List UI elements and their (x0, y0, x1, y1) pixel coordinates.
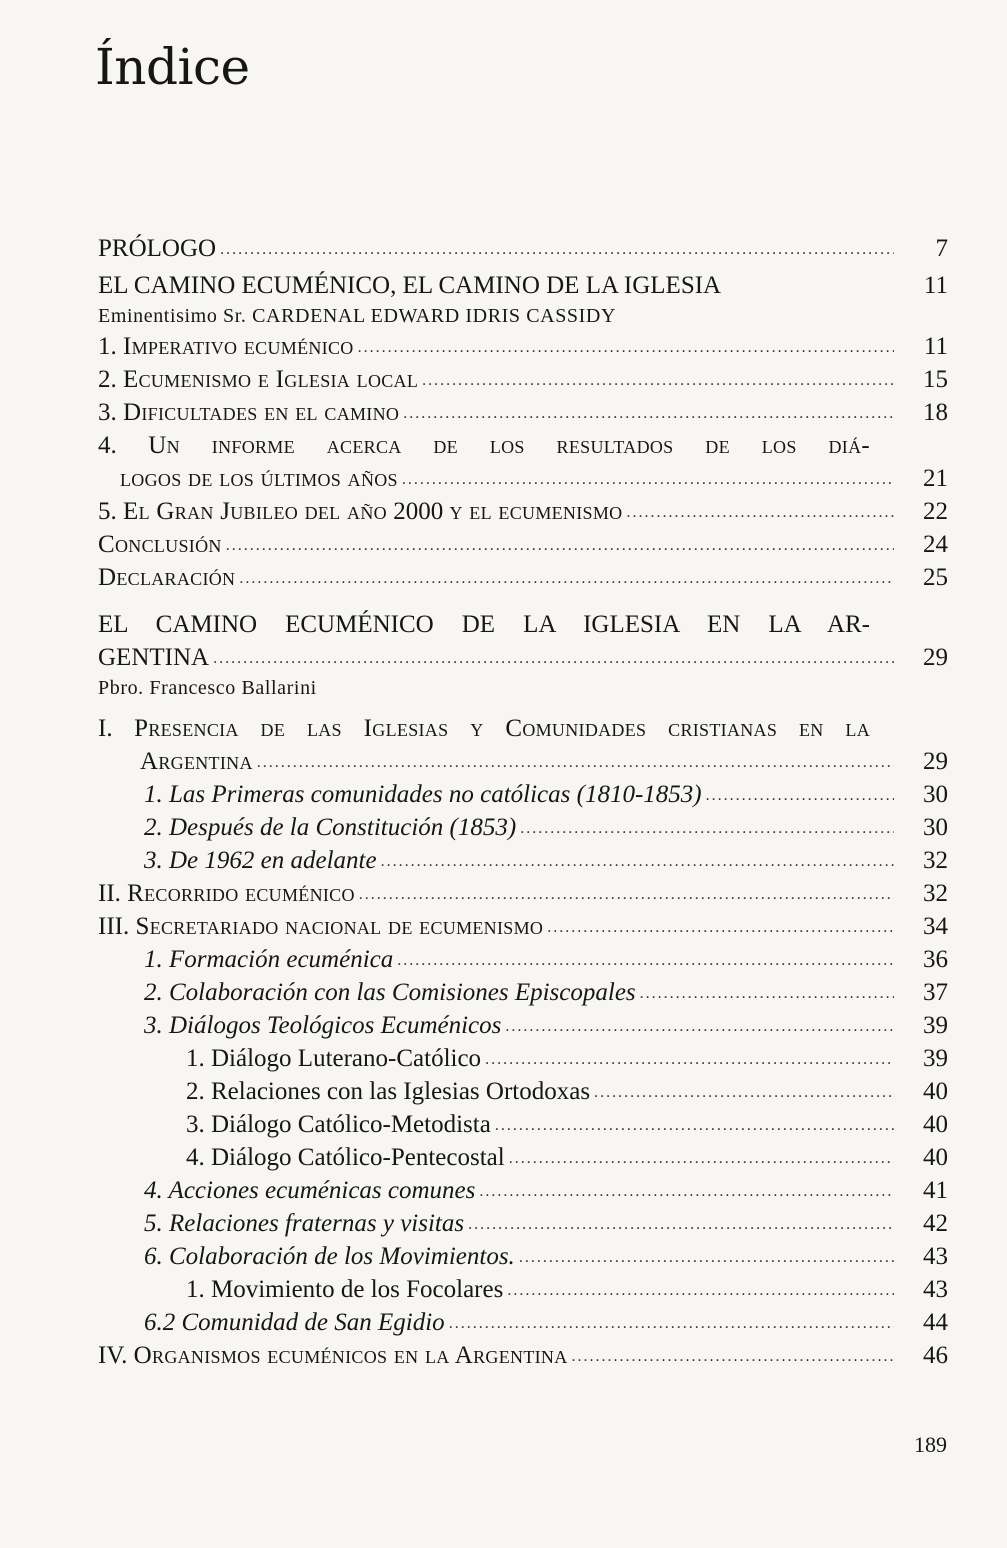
table-of-contents (98, 232, 948, 1372)
toc-subentry[interactable] (98, 976, 948, 1009)
toc-entry[interactable] (98, 495, 948, 528)
toc-label: Conclusión (98, 531, 222, 558)
toc-label: Recorrido ecuménico (127, 880, 355, 907)
toc-label: 6.2 Comunidad de San Egidio (144, 1309, 445, 1336)
toc-subsubentry[interactable] (98, 1141, 948, 1174)
toc-number: 3. (98, 399, 117, 426)
toc-label: Argentina (140, 748, 253, 775)
dot-leader (449, 1307, 894, 1340)
toc-entry[interactable] (98, 396, 948, 429)
toc-page-number: 25 (923, 564, 948, 591)
toc-label: 1. Formación ecuménica (144, 946, 394, 973)
toc-subentry[interactable] (98, 778, 948, 811)
toc-subentry[interactable] (98, 1174, 948, 1207)
dot-leader (402, 463, 894, 496)
toc-label: 1. Diálogo Luterano-Católico (186, 1045, 482, 1072)
toc-page-number: 32 (923, 847, 948, 874)
toc-page-number: 39 (923, 1045, 948, 1072)
toc-label: Declaración (98, 564, 236, 591)
toc-page-number: 32 (923, 880, 948, 907)
toc-page-number: 18 (923, 399, 948, 426)
toc-page-number: 15 (923, 366, 948, 393)
toc-page-number: 24 (923, 531, 948, 558)
toc-label: 5. Relaciones fraternas y visitas (144, 1210, 465, 1237)
toc-entry-part-2[interactable] (98, 608, 870, 641)
toc-label: Secretariado nacional de ecumenismo (135, 913, 544, 940)
toc-entry[interactable] (98, 330, 948, 363)
toc-label: Presencia de las Iglesias y Comunidades cristianas en la (134, 715, 871, 742)
dot-leader (640, 977, 894, 1010)
toc-page-number: 40 (923, 1144, 948, 1171)
toc-subentry[interactable] (98, 811, 948, 844)
toc-page-number: 11 (923, 272, 948, 299)
dot-leader (505, 1010, 894, 1043)
dot-leader (495, 1109, 894, 1142)
toc-number: III. (98, 913, 130, 940)
dot-leader (468, 1208, 894, 1241)
toc-label: 2. Colaboración con las Comisiones Episcopales (144, 979, 636, 1006)
toc-label: 2. Relaciones con las Iglesias Ortodoxas (186, 1078, 591, 1105)
dot-leader (226, 529, 894, 562)
toc-label: El Gran Jubileo del año (123, 498, 387, 525)
toc-page-number: 22 (923, 498, 948, 525)
dot-leader (626, 496, 894, 529)
toc-subsubentry[interactable] (98, 1042, 948, 1075)
dot-leader (403, 397, 894, 430)
toc-entry-continued[interactable] (98, 462, 948, 495)
dot-leader (594, 1076, 894, 1109)
toc-subsubentry[interactable] (98, 1075, 948, 1108)
toc-label: 4. Diálogo Católico-Pentecostal (186, 1144, 505, 1171)
toc-entry[interactable] (98, 528, 948, 561)
toc-number: 1. (98, 333, 117, 360)
page-number: 189 (914, 1432, 947, 1457)
toc-page-number: 40 (923, 1078, 948, 1105)
toc-entry-part-1[interactable] (98, 269, 948, 302)
toc-label: Ecumenismo e Iglesia local (123, 366, 419, 393)
toc-page-number: 40 (923, 1111, 948, 1138)
toc-label: 3. De 1962 en adelante (144, 847, 377, 874)
toc-label: Un informe acerca de los resultados de los diá- (148, 432, 871, 459)
toc-label: 1. Movimiento de los Focolares (186, 1276, 504, 1303)
toc-year: 2000 (393, 498, 444, 525)
dot-leader (706, 779, 894, 812)
toc-number: 2. (98, 366, 117, 393)
toc-page-number: 43 (923, 1243, 948, 1270)
toc-label: y el ecumenismo (449, 498, 623, 525)
toc-page-number: 21 (923, 465, 948, 492)
author-line: Eminentisimo Sr. CARDENAL EDWARD IDRIS CASSIDY (98, 305, 616, 327)
dot-leader (520, 812, 894, 845)
toc-page-number: 29 (923, 644, 948, 671)
dot-leader (485, 1043, 894, 1076)
toc-number: IV. (98, 1342, 128, 1369)
toc-label: EL CAMINO ECUMÉNICO DE LA IGLESIA EN LA AR- (98, 611, 870, 638)
dot-leader (547, 911, 894, 944)
toc-label: Organismos ecuménicos en la Argentina (133, 1342, 568, 1369)
toc-label: Imperativo ecuménico (123, 333, 354, 360)
toc-page-number: 11 (923, 333, 948, 360)
toc-subentry[interactable] (98, 943, 948, 976)
toc-number: II. (98, 880, 121, 907)
toc-label: 4. Acciones ecuménicas comunes (144, 1177, 476, 1204)
toc-label: 3. Diálogos Teológicos Ecuménicos (144, 1012, 502, 1039)
toc-label: 2. Después de la Constitución (1853) (144, 814, 517, 841)
toc-page-number: 37 (923, 979, 948, 1006)
toc-subentry[interactable] (98, 844, 948, 877)
dot-leader (572, 1340, 894, 1373)
dot-leader (479, 1175, 894, 1208)
dot-leader (239, 562, 894, 595)
toc-entry-section-1-continued[interactable] (98, 745, 948, 778)
toc-label: 6. Colaboración de los Movimientos. (144, 1243, 515, 1270)
toc-number: I. (98, 715, 113, 742)
toc-label: EL CAMINO ECUMÉNICO, EL CAMINO DE LA IGLESIA (98, 272, 722, 299)
dot-leader (358, 331, 894, 364)
toc-subsubentry[interactable] (98, 1108, 948, 1141)
dot-leader (422, 364, 894, 397)
dot-leader (509, 1142, 894, 1175)
toc-page-number: 34 (923, 913, 948, 940)
toc-subentry[interactable] (98, 1306, 948, 1339)
toc-number: 5. (98, 498, 117, 525)
toc-page-number: 7 (935, 235, 948, 262)
toc-page-number: 44 (923, 1309, 948, 1336)
toc-entry-section-1[interactable] (98, 712, 870, 745)
toc-label: 3. Diálogo Católico-Metodista (186, 1111, 491, 1138)
toc-label: GENTINA (98, 644, 210, 671)
toc-entry[interactable] (98, 561, 948, 594)
toc-page-number: 30 (923, 814, 948, 841)
toc-label: 1. Las Primeras comunidades no católicas (1810-1853) (144, 781, 702, 808)
toc-entry-section-4[interactable] (98, 1339, 948, 1372)
author-line: Pbro. Francesco Ballarini (98, 677, 317, 699)
toc-page-number: 46 (923, 1342, 948, 1369)
toc-entry-section-2[interactable] (98, 877, 948, 910)
toc-label: PRÓLOGO (98, 235, 217, 262)
dot-leader (220, 233, 894, 266)
toc-page-number: 41 (923, 1177, 948, 1204)
toc-subentry[interactable] (98, 1240, 948, 1273)
toc-page-number: 36 (923, 946, 948, 973)
toc-page-number: 39 (923, 1012, 948, 1039)
toc-page-number: 29 (923, 748, 948, 775)
toc-label: Dificultades en el camino (123, 399, 400, 426)
toc-page-number: 42 (923, 1210, 948, 1237)
toc-entry[interactable] (98, 429, 870, 462)
toc-subentry[interactable] (98, 1009, 948, 1042)
dot-leader (213, 642, 894, 675)
toc-subsubentry[interactable] (98, 1273, 948, 1306)
dot-leader (507, 1274, 894, 1307)
dot-leader (381, 845, 894, 878)
toc-entry[interactable] (98, 363, 948, 396)
dot-leader (359, 878, 894, 911)
toc-label: logos de los últimos años (120, 465, 398, 492)
toc-entry-section-3[interactable] (98, 910, 948, 943)
page-title: Índice (95, 38, 250, 96)
toc-page-number: 30 (923, 781, 948, 808)
toc-entry-part-2-continued[interactable] (98, 641, 948, 674)
dot-leader (519, 1241, 894, 1274)
dot-leader (257, 746, 894, 779)
toc-subentry[interactable] (98, 1207, 948, 1240)
dot-leader (397, 944, 894, 977)
toc-page-number: 43 (923, 1276, 948, 1303)
toc-entry-prologo[interactable] (98, 232, 948, 265)
toc-number: 4. (98, 432, 117, 459)
